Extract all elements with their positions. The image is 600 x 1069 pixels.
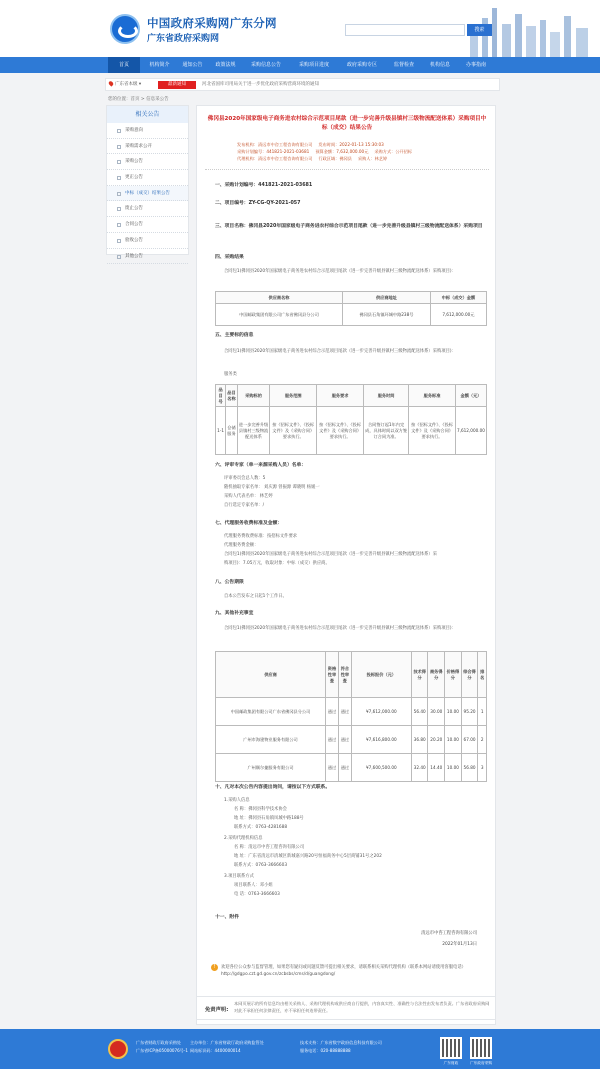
latest-notice-badge: 最新通知 — [158, 81, 196, 89]
sidebar-item-announcement[interactable] — [107, 154, 188, 170]
table-cell: 通过 — [338, 754, 351, 782]
contact-heading: 1.采购人信息 — [224, 798, 250, 803]
contact-line: 名 称：佛冈县科学技术协会 — [234, 807, 287, 812]
column-header: 采购标的 — [237, 385, 269, 407]
table-cell: 仓储服务 — [226, 407, 238, 455]
table-cell: 1 — [478, 698, 487, 726]
table-cell: 按《招标文件》、《投标文件》及《采购合同》要求执行。 — [317, 407, 364, 455]
sidebar-item-contract[interactable] — [107, 217, 188, 233]
subject-category: 服务类 — [224, 372, 237, 377]
search-button[interactable]: 搜索 — [467, 24, 492, 36]
table-cell: 2 — [478, 726, 487, 754]
table-row — [216, 726, 487, 754]
footer-text: 网站标识码：4400000014 — [190, 1048, 241, 1053]
section-contacts: 十、凡对本次公告内容提出询问，请按以下方式联系。 — [215, 785, 331, 790]
nav-notices[interactable]: 通知公告 — [182, 62, 203, 68]
notice-text[interactable] — [211, 964, 483, 978]
meta-agency: 代理机构：清远市中咨工程咨询有限公司 — [237, 156, 313, 161]
section-results: 四、采购结果 — [215, 255, 244, 260]
table-row — [216, 754, 487, 782]
table-cell: 1-1 — [216, 407, 226, 455]
column-header: 综合得分 — [461, 652, 478, 698]
table-cell: 32.40 — [411, 754, 428, 782]
sidebar-item-acceptance[interactable] — [107, 233, 188, 249]
column-header: 价格得分 — [445, 652, 462, 698]
column-header: 商务得分 — [428, 652, 445, 698]
sidebar-item-label: 其他公告 — [125, 253, 143, 259]
column-header: 供应商 — [216, 652, 326, 698]
section-subject: 五、主要标的信息 — [215, 333, 254, 338]
table-cell: 20.20 — [428, 726, 445, 754]
meta-line — [237, 142, 467, 148]
region-selector[interactable]: 广东省本级 ▾ — [109, 81, 141, 89]
column-header: 资格性审查 — [326, 652, 339, 698]
meta-publish-time: 发布时间：2022-01-13 15:30:03 — [318, 142, 384, 147]
table-cell: 10.00 — [445, 754, 462, 782]
sidebar-item-label: 合同公告 — [125, 222, 143, 228]
table-cell: ¥7,600,500.00 — [351, 754, 411, 782]
fee-line: 代理服务费收费标准：按招标文件要求 — [224, 534, 298, 539]
column-header: 金额（元） — [455, 385, 486, 407]
table-row — [216, 698, 487, 726]
fee-line: 购项目)：7.05万元，收取对象：中标（成交）供应商。 — [224, 561, 330, 566]
expert-line: 自行选定专家名单：/ — [224, 503, 265, 508]
table-cell: 通过 — [338, 698, 351, 726]
sidebar-item-intent[interactable] — [107, 123, 188, 139]
site-header — [0, 0, 600, 57]
footer-text: 广东省ICP备05000076号-1 — [136, 1048, 188, 1053]
table-cell: ¥7,616,800.00 — [351, 726, 411, 754]
table-cell: 10.00 — [445, 726, 462, 754]
section-agency-fee: 七、代理服务收费标准及金额： — [215, 521, 283, 526]
table-cell: 7,612,000.00 — [455, 407, 486, 455]
table-cell: 56.80 — [461, 754, 478, 782]
meta-region: 行政区域：佛冈县 — [318, 156, 352, 161]
qr-code-icon[interactable] — [440, 1037, 462, 1059]
bullet-icon — [117, 160, 121, 164]
column-header: 服务标准 — [409, 385, 456, 407]
section-period: 八、公告期限 — [215, 580, 244, 585]
agency-fee-list — [224, 532, 486, 568]
site-title[interactable]: 中国政府采购网广东分网 — [147, 16, 277, 30]
contact-line: 地 址：佛冈县石角镇凤城中路188号 — [234, 816, 304, 821]
footer-text: 广东省财政厅政府采购处 — [136, 1040, 182, 1045]
contact-line: 地 址：广东省清远市清城区新城嘉兴路20号恒福商务中心5层商铺31号之202 — [234, 854, 382, 859]
sidebar-item-label: 采购意向 — [125, 128, 143, 133]
results-table — [215, 291, 487, 326]
bullet-icon — [117, 239, 121, 243]
table-cell: 36.80 — [411, 726, 428, 754]
contact-line: 联系方式：0763-3666603 — [234, 863, 288, 868]
bullet-icon — [117, 176, 121, 180]
subject-intro: 合同包1(佛冈县2020年国家级电子商务进农村综合示范项目尾款（进一步完善升级县镇村三级物流配送体系）采购项目)： — [224, 349, 456, 354]
footer-text: 主办单位：广东省财政厅政府采购监管处 — [190, 1040, 264, 1045]
nav-project-progress[interactable]: 采购项目进度 — [298, 62, 329, 68]
meta-plan-number: 采购计划编号：441821-2021-03681 — [237, 149, 310, 154]
table-cell: ¥7,612,000.00 — [351, 698, 411, 726]
meta-publisher: 发布机构：清远市中咨工程咨询有限公司 — [237, 142, 313, 147]
column-header: 服务范围 — [270, 385, 317, 407]
bullet-icon — [117, 192, 121, 196]
meta-budget: 预算金额：7,632,000.00元 — [315, 149, 369, 154]
breadcrumb[interactable]: 您的位置：首页 > 信息采公告 — [108, 97, 169, 102]
column-header: 排名 — [478, 652, 487, 698]
contact-line: 项目联系人：邓小姐 — [234, 883, 273, 888]
nav-home[interactable]: 首页 — [108, 57, 140, 73]
expert-line: 随机抽取专家名单： 刘庆源 曾振源 谭晓明 杨媛一 — [224, 485, 320, 490]
qr-label: 广东政府采购 — [469, 1061, 493, 1065]
sidebar-item-label: 采购需求公开 — [125, 143, 152, 149]
signature-org: 清远市中咨工程咨询有限公司 — [421, 931, 477, 936]
sidebar-item-requirements[interactable] — [107, 139, 188, 155]
table-cell: 广州市海建物业服务有限公司 — [216, 726, 326, 754]
bullet-icon — [117, 207, 121, 211]
page-title: 佛冈县2020年国家级电子商务进农村综合示范项目尾款（进一步完善升级县镇村三级物流配送体系）采购项目中标（成交）结果公告 — [207, 116, 487, 131]
table-cell: 中国邮政集团有限公司广东省佛冈县分公司 — [216, 304, 343, 326]
table-cell: 7,612,000.00元 — [430, 304, 486, 326]
other-intro: 合同包1(佛冈县2020年国家级电子商务进农村综合示范项目尾款（进一步完善升级县镇村三级物流配送体系）采购项目)： — [224, 626, 456, 631]
table-cell: 56.40 — [411, 698, 428, 726]
nav-supervision[interactable]: 监督检查 — [393, 62, 414, 68]
region-label: 广东省本级 — [115, 82, 138, 87]
sidebar-item-result[interactable] — [107, 186, 188, 202]
footer-text: 技术支持：广东省数字政府信息科技有限公司 — [300, 1040, 382, 1045]
notice-content: 欢迎各位公众参与监督管理，如果您有疑问或问题反馈可提出相关要求，请联系相关采购代理机构（联系本网站请使用客服电话）http://gdgpo.czt.gd.gov.cn/zcbsbs/cms/d/guangdong/ — [221, 965, 466, 977]
sidebar-item-label: 采购公告 — [125, 159, 143, 165]
contact-project — [224, 872, 280, 899]
meta-method: 采购方式：公开招标 — [374, 149, 413, 154]
table-cell: 佛冈县石角镇环城中路238号 — [343, 304, 431, 326]
bullet-icon — [117, 129, 121, 133]
sidebar-item-label: 验收公告 — [125, 237, 143, 243]
table-cell: 67.00 — [461, 726, 478, 754]
bullet-icon — [117, 223, 121, 227]
search-input[interactable] — [345, 24, 465, 36]
disclaimer-label: 免责声明: — [205, 1007, 229, 1013]
signature-date: 2022年01月13日 — [442, 942, 477, 947]
contact-line: 名 称：清远市中咨工程咨询有限公司 — [234, 845, 305, 850]
column-header: 品目名称 — [226, 385, 238, 407]
sidebar-item-correction[interactable] — [107, 170, 188, 186]
table-cell: 合同签订起1年内完成，具体时间以双方签订合同为准。 — [364, 407, 409, 455]
nav-special-zone[interactable]: 政府采购专区 — [346, 62, 377, 68]
news-ticker — [105, 78, 500, 91]
main-nav — [0, 57, 600, 73]
section-project-name: 三、项目名称：佛冈县2020年国家级电子商务进农村综合示范项目尾款（进一步完善升级县镇村三级物流配送体系）采购项目 — [215, 224, 483, 229]
scoring-table — [215, 651, 487, 782]
section-project-number: 二、项目编号：ZY-CG-QY-2021-057 — [215, 201, 301, 206]
sidebar-item-label: 更正公告 — [125, 175, 143, 181]
table-cell: 进一步完善升级县镇村三级物流配送体系 — [237, 407, 269, 455]
table-cell: 3 — [478, 754, 487, 782]
contact-line: 电 话：0763-3666603 — [234, 892, 280, 897]
column-header: 供应商名称 — [216, 292, 343, 304]
meta-line — [237, 156, 467, 162]
qr-label: 广东财政 — [443, 1061, 459, 1065]
warning-icon: ! — [211, 964, 218, 971]
table-cell: 按《招标文件》、《投标文件》及《采购合同》要求执行。 — [270, 407, 317, 455]
table-cell: 按《招标文件》、《投标文件》及《采购合同》要求执行。 — [409, 407, 456, 455]
column-header: 技术得分 — [411, 652, 428, 698]
contact-purchaser — [224, 796, 304, 832]
results-intro: 合同包1(佛冈县2020年国家级电子商务进农村综合示范项目尾款（进一步完善升级县镇村三级物流配送体系）采购项目)： — [224, 269, 456, 274]
contact-heading: 3.项目联系方式 — [224, 874, 254, 879]
table-cell: 通过 — [326, 726, 339, 754]
table-cell: 中国邮政集团有限公司广东省佛冈县分公司 — [216, 698, 326, 726]
table-cell: 通过 — [326, 754, 339, 782]
latest-notice-link[interactable]: 河北省国库司用局关于进一步优化政府采购营商环境的通知 — [202, 82, 319, 87]
column-header: 服务要求 — [317, 385, 364, 407]
sidebar-title: 相关公告 — [107, 106, 188, 123]
table-cell: 通过 — [326, 698, 339, 726]
sidebar-item-abolish[interactable] — [107, 201, 188, 217]
contact-line: 联系方式：0763-4281688 — [234, 825, 288, 830]
table-cell: 14.40 — [428, 754, 445, 782]
location-pin-icon — [108, 80, 114, 86]
column-header: 投标报价（元） — [351, 652, 411, 698]
expert-line: 评审委员会总人数：5 — [224, 476, 266, 481]
bullet-icon — [117, 145, 121, 149]
expert-line: 采购人代表名单： 林艺婷 — [224, 494, 273, 499]
nav-guide[interactable]: 办事指南 — [465, 62, 486, 68]
announcement-document — [196, 105, 496, 1025]
fee-line: 合同包1(佛冈县2020年国家级电子商务进农村综合示范项目尾款（进一步完善升级县镇村三级物流配送体系）采 — [224, 552, 437, 557]
column-header: 服务时间 — [364, 385, 409, 407]
column-header: 品目号 — [216, 385, 226, 407]
column-header: 中标（成交）金额 — [430, 292, 486, 304]
column-header: 符合性审查 — [338, 652, 351, 698]
section-other: 九、其他补充事宜 — [215, 611, 254, 616]
footer-text: 服务电话：020-88888888 — [300, 1048, 351, 1053]
emblem-logo-icon[interactable] — [110, 14, 140, 44]
site-subtitle: 广东省政府采购网 — [147, 34, 220, 44]
disclaimer-text: 本网页展示的所有信息均由相关采购人、采购代理机构或供应商自行提供，内容真实性、准确性与合法性由发布者负责。广东省政府采购网对此不承担任何法律责任，亦不承担任何连带责任。 — [234, 1001, 490, 1013]
sidebar-item-other[interactable] — [107, 249, 188, 265]
qr-code-icon[interactable] — [470, 1037, 492, 1059]
table-cell: 广州顺尔捷服务有限公司 — [216, 754, 326, 782]
period-text: 自本公告发布之日起1个工作日。 — [224, 594, 287, 599]
table-cell: 95.20 — [461, 698, 478, 726]
nav-policy[interactable]: 政策法规 — [215, 62, 236, 68]
nav-about[interactable]: 机构简介 — [149, 62, 170, 68]
national-emblem-icon — [108, 1039, 128, 1059]
bullet-icon — [117, 255, 121, 259]
meta-line — [237, 149, 467, 155]
table-cell: 10.00 — [445, 698, 462, 726]
section-attachments: 十一、附件 — [215, 915, 239, 920]
meta-purchaser: 采购人：林艺婷 — [357, 156, 388, 161]
table-cell: 通过 — [338, 726, 351, 754]
column-header: 供应商地址 — [343, 292, 431, 304]
contact-agency — [224, 834, 382, 870]
sidebar — [106, 105, 189, 259]
experts-list — [224, 474, 320, 510]
section-plan-number: 一、采购计划编号：441821-2021-03681 — [215, 183, 313, 188]
divider — [205, 169, 489, 170]
sidebar-item-label: 废止公告 — [125, 206, 143, 212]
fee-line: 代理服务费金额： — [224, 543, 259, 548]
site-footer — [0, 1029, 600, 1069]
table-cell: 30.00 — [428, 698, 445, 726]
nav-agencies[interactable]: 机构信息 — [429, 62, 450, 68]
contact-heading: 2.采购代理机构信息 — [224, 836, 263, 841]
section-experts: 六、评审专家（单一来源采购人员）名单： — [215, 463, 307, 468]
disclaimer-box — [196, 996, 496, 1020]
subject-table — [215, 384, 487, 455]
sidebar-item-label: 中标（成交）结果公告 — [125, 190, 170, 196]
nav-procurement-info[interactable]: 采购信息公告 — [250, 62, 281, 68]
